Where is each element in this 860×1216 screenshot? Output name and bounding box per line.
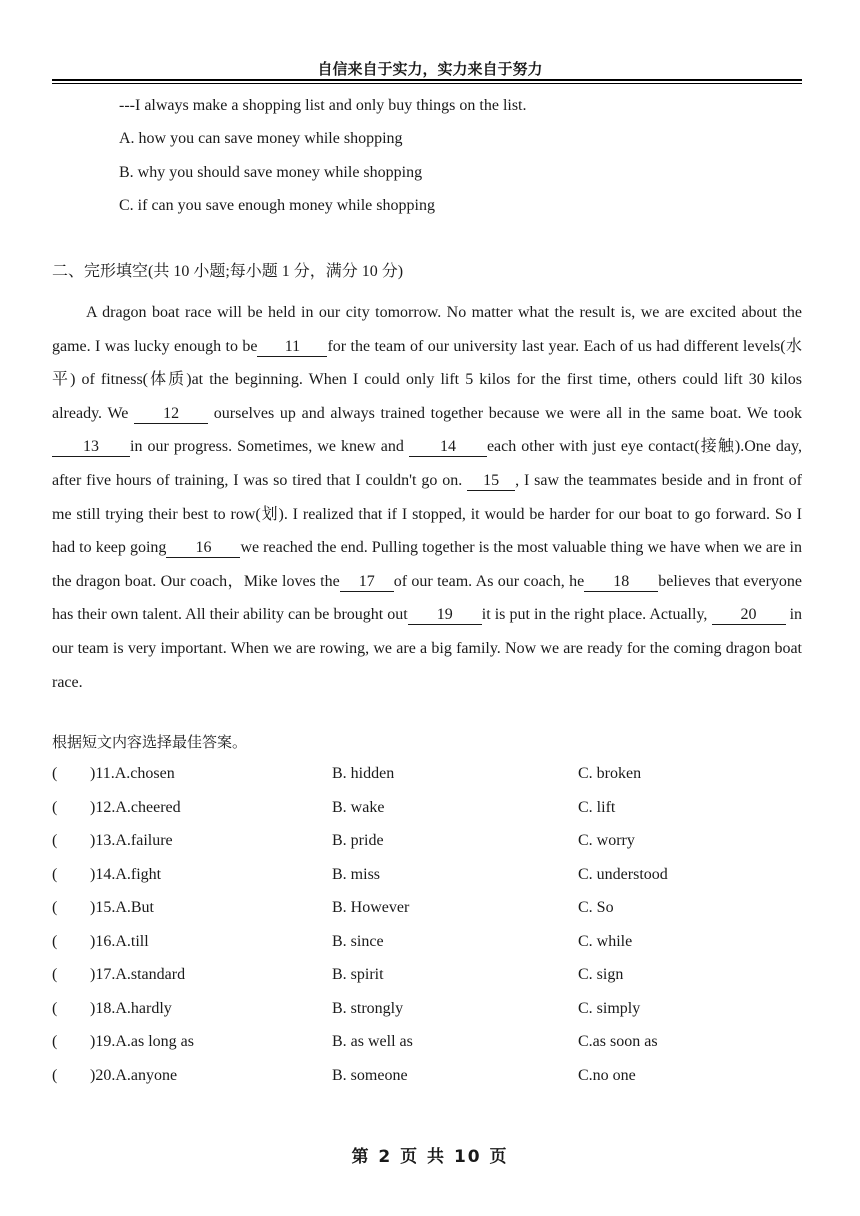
- option-b: B. miss: [332, 866, 381, 883]
- option-c: C. simply: [578, 1000, 641, 1017]
- passage-text: we reached the end. Pulling together is the most valuable thing we have when we are in the dragon boat. Our coach，Mike loves the: [52, 539, 802, 590]
- option-c: C. sign: [578, 966, 624, 983]
- option-a: )12.A.cheered: [90, 799, 181, 816]
- option-b: B. pride: [332, 832, 384, 849]
- answer-paren: (: [52, 799, 58, 816]
- option-c: C. understood: [578, 866, 668, 883]
- option-a: )19.A.as long as: [90, 1033, 194, 1050]
- cloze-passage: [52, 296, 802, 699]
- passage-text: , I saw the teammates beside and in front of me still trying their best to row(划). I realized that if I stopped, it would be harder for our boat to go forward. So I had to keep going: [52, 471, 803, 557]
- answer-paren: (: [52, 966, 58, 983]
- question-row: [52, 1067, 792, 1091]
- option-a: )16.A.till: [90, 933, 149, 950]
- header-title: 自信来自于实力，实力来自于努力: [317, 60, 543, 78]
- blank-15: 15: [467, 472, 515, 491]
- question-row: [52, 765, 792, 789]
- blank-14: 14: [409, 438, 487, 457]
- question-row: [52, 966, 792, 990]
- option-a: )18.A.hardly: [90, 1000, 172, 1017]
- passage-text: in our progress. Sometimes, we knew and: [130, 438, 409, 456]
- option-a: )14.A.fight: [90, 866, 162, 883]
- option-a: )20.A.anyone: [90, 1067, 178, 1084]
- answer-line: ---I always make a shopping list and only buy things on the list.: [119, 97, 527, 114]
- question-row: [52, 899, 792, 923]
- passage-text: ourselves up and always trained together because we were all in the same boat. We took: [208, 404, 802, 422]
- blank-12: 12: [134, 405, 208, 424]
- answer-paren: (: [52, 1000, 58, 1017]
- option-b: B. as well as: [332, 1033, 413, 1050]
- question-row: [52, 832, 792, 856]
- option-b: B. However: [332, 899, 410, 916]
- option-a: )17.A.standard: [90, 966, 186, 983]
- blank-16: 16: [166, 539, 240, 558]
- option-a: )15.A.But: [90, 899, 154, 916]
- header-rule-thin: [52, 83, 802, 84]
- page-number: 第 2 页 共 10 页: [351, 1147, 509, 1167]
- option-c: C. worry: [578, 832, 635, 849]
- passage-text: of our team. As our coach, he: [393, 572, 585, 590]
- answer-paren: (: [52, 866, 58, 883]
- option-b: B. since: [332, 933, 384, 950]
- passage-text: A dragon boat race will be held in our city tomorrow. No matter what the result is, we are excited about the game. I was lucky enough to be: [52, 304, 802, 355]
- section-heading: 二、完形填空(共 10 小题;每小题 1 分，满分 10 分): [52, 263, 404, 280]
- question-row: [52, 866, 792, 890]
- question-row: [52, 933, 792, 957]
- option-a: A. how you can save money while shopping: [119, 130, 403, 147]
- blank-17: 17: [340, 573, 394, 592]
- option-b: B. why you should save money while shopping: [119, 164, 423, 181]
- passage-text: for the team of our university last year. Each of us had different levels(水平) of fitness(体质)at the beginning. When I could only lift 5 kilos for the first time, others could lift 30 kilos already. We: [52, 337, 802, 422]
- option-a: )11.A.chosen: [90, 765, 175, 782]
- passage-text: each other with just eye contact(接触).One day, after five hours of training, I was so tired that I couldn't go on.: [52, 438, 802, 489]
- option-c: C. while: [578, 933, 633, 950]
- option-a: )13.A.failure: [90, 832, 173, 849]
- question-row: [52, 799, 792, 823]
- blank-11: 11: [257, 338, 327, 357]
- option-b: B. strongly: [332, 1000, 404, 1017]
- option-c: C.as soon as: [578, 1033, 658, 1050]
- blank-20: 20: [712, 606, 786, 625]
- blank-19: 19: [408, 606, 482, 625]
- passage-text: it is put in the right place. Actually,: [481, 606, 712, 624]
- question-row: [52, 1000, 792, 1024]
- blank-13: 13: [52, 438, 130, 457]
- option-b: B. someone: [332, 1067, 408, 1084]
- passage-text: believes that everyone has their own talent. All their ability can be brought out: [52, 572, 802, 624]
- blank-18: 18: [584, 573, 658, 592]
- answer-paren: (: [52, 765, 58, 782]
- answer-paren: (: [52, 1033, 58, 1050]
- option-b: B. hidden: [332, 765, 395, 782]
- answer-paren: (: [52, 933, 58, 950]
- answer-paren: (: [52, 832, 58, 849]
- instruction-text: 根据短文内容选择最佳答案。: [52, 733, 248, 751]
- option-c: C. So: [578, 899, 614, 916]
- answer-paren: (: [52, 899, 58, 916]
- answer-paren: (: [52, 1067, 58, 1084]
- option-c: C. lift: [578, 799, 616, 816]
- option-c: C. if can you save enough money while shopping: [119, 197, 435, 214]
- question-row: [52, 1033, 792, 1057]
- option-c: C. broken: [578, 765, 642, 782]
- option-c: C.no one: [578, 1067, 636, 1084]
- passage-text: in our team is very important. When we are rowing, we are a big family. Now we are ready for the coming dragon boat race.: [52, 606, 803, 691]
- header-rule-thick: [52, 79, 802, 81]
- option-b: B. wake: [332, 799, 385, 816]
- option-b: B. spirit: [332, 966, 384, 983]
